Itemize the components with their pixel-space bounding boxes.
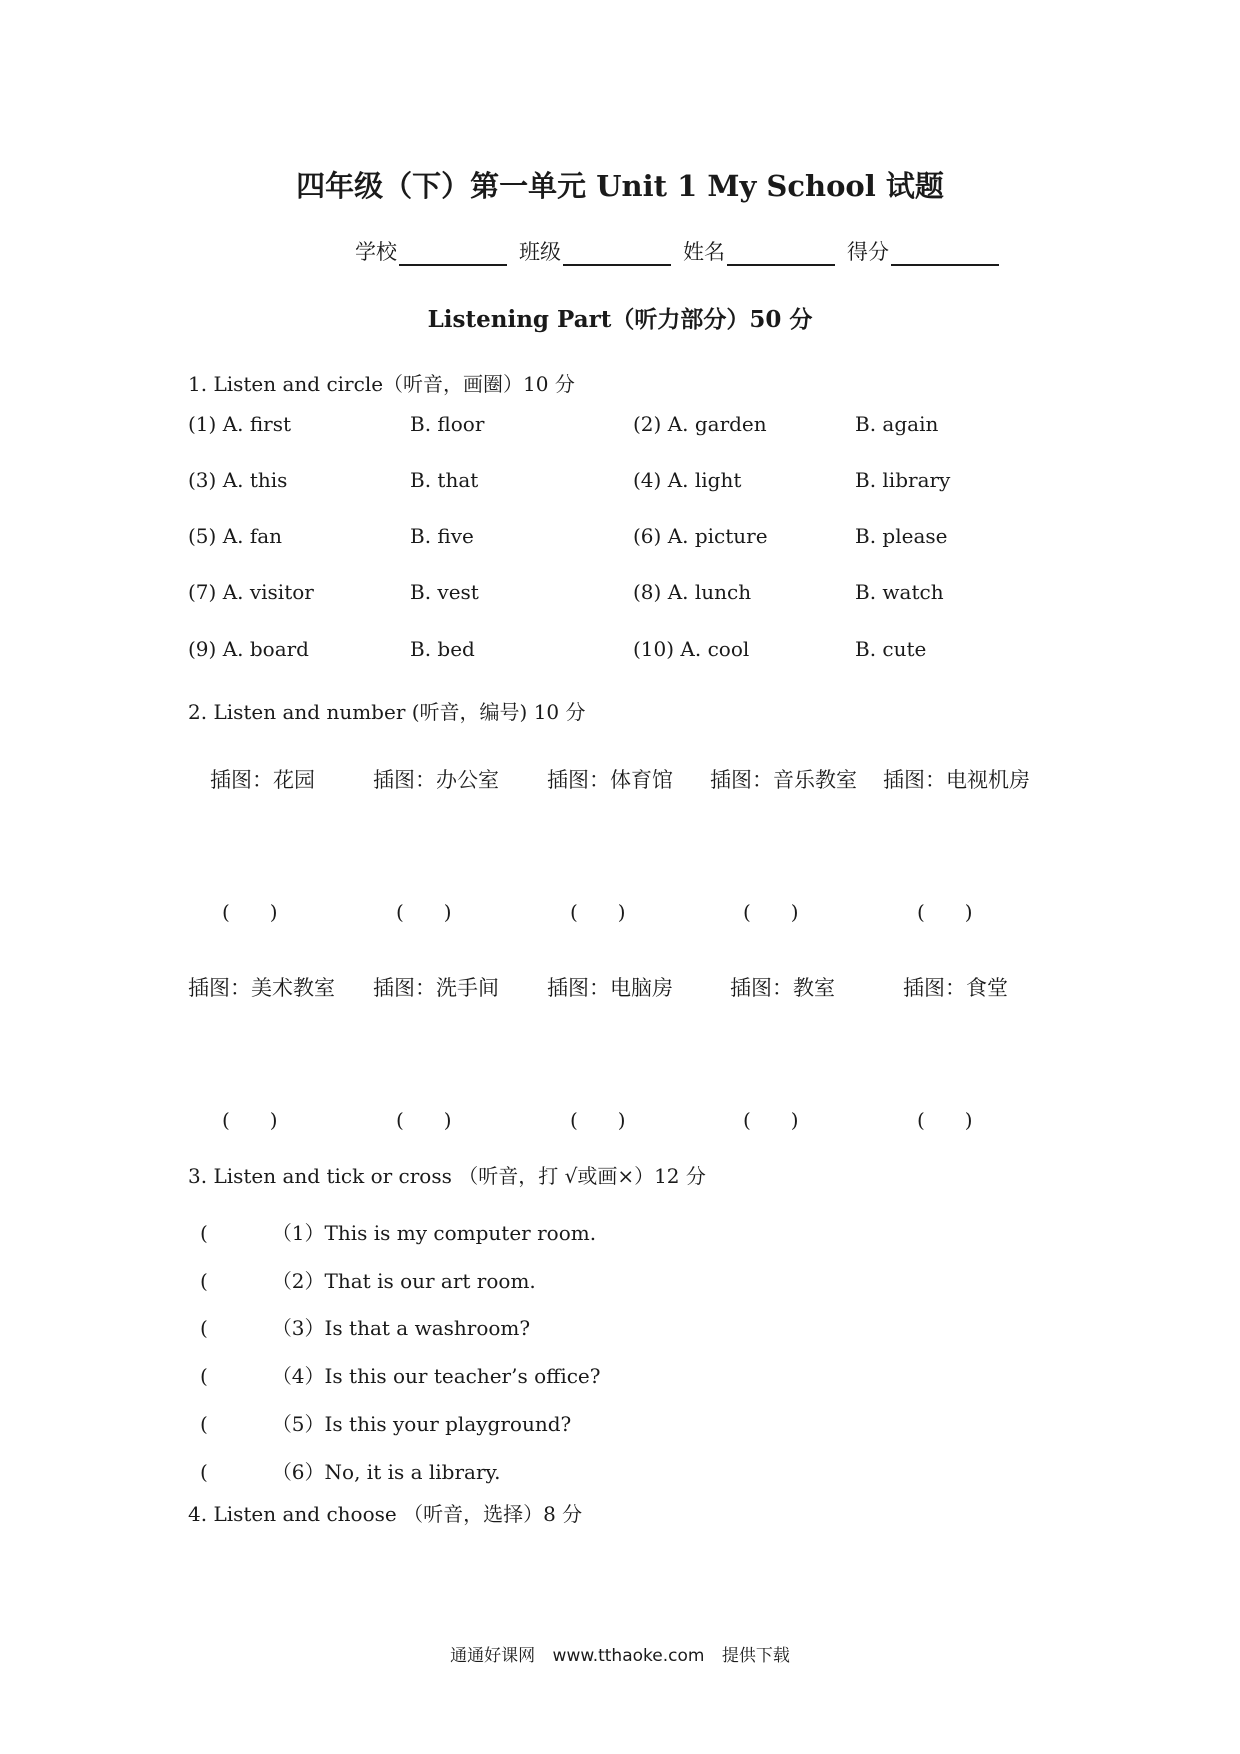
footer-site: 通通好课网 — [450, 1646, 536, 1666]
option-9b: B. bed — [410, 637, 475, 661]
school-blank[interactable] — [399, 240, 507, 266]
option-3a: (3) A. this — [188, 468, 288, 492]
option-2a: (2) A. garden — [633, 412, 767, 436]
option-3b: B. that — [410, 468, 479, 492]
answer-bracket[interactable]: ( ) — [743, 1108, 799, 1132]
tick-cross-item — [200, 1456, 501, 1485]
option-2b: B. again — [855, 412, 939, 436]
tick-cross-item — [200, 1312, 530, 1341]
picture-caption-gym: 插图：体育馆 — [547, 768, 673, 792]
section3-heading: 3. Listen and tick or cross （听音，打 √或画×）12 分 — [188, 1164, 706, 1188]
statement-text: （1）This is my computer room. — [271, 1221, 597, 1245]
answer-bracket[interactable]: ( ) — [222, 900, 278, 924]
tick-cross-item — [200, 1408, 571, 1437]
answer-bracket-open[interactable]: ( — [200, 1221, 208, 1245]
answer-bracket[interactable]: ( ) — [917, 900, 973, 924]
option-6b: B. please — [855, 524, 948, 548]
answer-bracket[interactable]: ( ) — [570, 1108, 626, 1132]
answer-bracket[interactable]: ( ) — [917, 1108, 973, 1132]
picture-caption-office: 插图：办公室 — [373, 768, 499, 792]
option-1a: (1) A. first — [188, 412, 292, 436]
score-blank[interactable] — [891, 240, 999, 266]
class-blank[interactable] — [563, 240, 671, 266]
option-5b: B. five — [410, 524, 474, 548]
section2-heading: 2. Listen and number (听音，编号) 10 分 — [188, 700, 586, 724]
name-label: 姓名 — [683, 240, 725, 264]
footer-url[interactable]: www.tthaoke.com — [552, 1646, 705, 1666]
picture-caption-computer-room: 插图：电脑房 — [547, 976, 673, 1000]
picture-caption-washroom: 插图：洗手间 — [373, 976, 499, 1000]
answer-bracket-open[interactable]: ( — [200, 1460, 208, 1484]
tick-cross-item — [200, 1360, 601, 1389]
class-field — [519, 236, 671, 266]
picture-caption-canteen: 插图：食堂 — [903, 976, 1008, 1000]
answer-bracket[interactable]: ( ) — [570, 900, 626, 924]
picture-caption-tv-room: 插图：电视机房 — [883, 768, 1030, 792]
score-label: 得分 — [847, 240, 889, 264]
answer-bracket[interactable]: ( ) — [396, 1108, 452, 1132]
student-info-row — [355, 236, 999, 266]
picture-caption-music-room: 插图：音乐教室 — [710, 768, 857, 792]
footer-note: 提供下载 — [721, 1646, 790, 1666]
school-field — [355, 236, 507, 266]
option-4a: (4) A. light — [633, 468, 742, 492]
answer-bracket-open[interactable]: ( — [200, 1364, 208, 1388]
answer-bracket-open[interactable]: ( — [200, 1316, 208, 1340]
option-9a: (9) A. board — [188, 637, 309, 661]
tick-cross-item — [200, 1217, 596, 1246]
answer-bracket[interactable]: ( ) — [222, 1108, 278, 1132]
answer-bracket-open[interactable]: ( — [200, 1269, 208, 1293]
option-10b: B. cute — [855, 637, 927, 661]
exam-title: 四年级（下）第一单元 Unit 1 My School 试题 — [296, 169, 944, 203]
option-4b: B. library — [855, 468, 951, 492]
school-label: 学校 — [355, 240, 397, 264]
option-6a: (6) A. picture — [633, 524, 768, 548]
option-8b: B. watch — [855, 580, 944, 604]
section4-heading: 4. Listen and choose （听音，选择）8 分 — [188, 1502, 583, 1526]
answer-bracket[interactable]: ( ) — [743, 900, 799, 924]
option-1b: B. floor — [410, 412, 485, 436]
name-blank[interactable] — [727, 240, 835, 266]
option-5a: (5) A. fan — [188, 524, 283, 548]
statement-text: （2）That is our art room. — [271, 1269, 536, 1293]
answer-bracket[interactable]: ( ) — [396, 900, 452, 924]
part-heading: Listening Part（听力部分）50 分 — [427, 306, 813, 333]
option-8a: (8) A. lunch — [633, 580, 752, 604]
statement-text: （4）Is this our teacher’s office? — [271, 1364, 601, 1388]
statement-text: （5）Is this your playground? — [271, 1412, 572, 1436]
section1-heading: 1. Listen and circle（听音，画圈）10 分 — [188, 372, 575, 396]
option-7a: (7) A. visitor — [188, 580, 314, 604]
statement-text: （3）Is that a washroom? — [271, 1316, 531, 1340]
score-field — [847, 236, 999, 266]
picture-caption-garden: 插图：花园 — [210, 768, 315, 792]
footer — [0, 1641, 1240, 1666]
picture-caption-classroom: 插图：教室 — [730, 976, 835, 1000]
picture-caption-art-room: 插图：美术教室 — [188, 976, 335, 1000]
statement-text: （6）No, it is a library. — [271, 1460, 501, 1484]
name-field — [683, 236, 835, 266]
option-10a: (10) A. cool — [633, 637, 750, 661]
option-7b: B. vest — [410, 580, 479, 604]
answer-bracket-open[interactable]: ( — [200, 1412, 208, 1436]
tick-cross-item — [200, 1265, 536, 1294]
class-label: 班级 — [519, 240, 561, 264]
